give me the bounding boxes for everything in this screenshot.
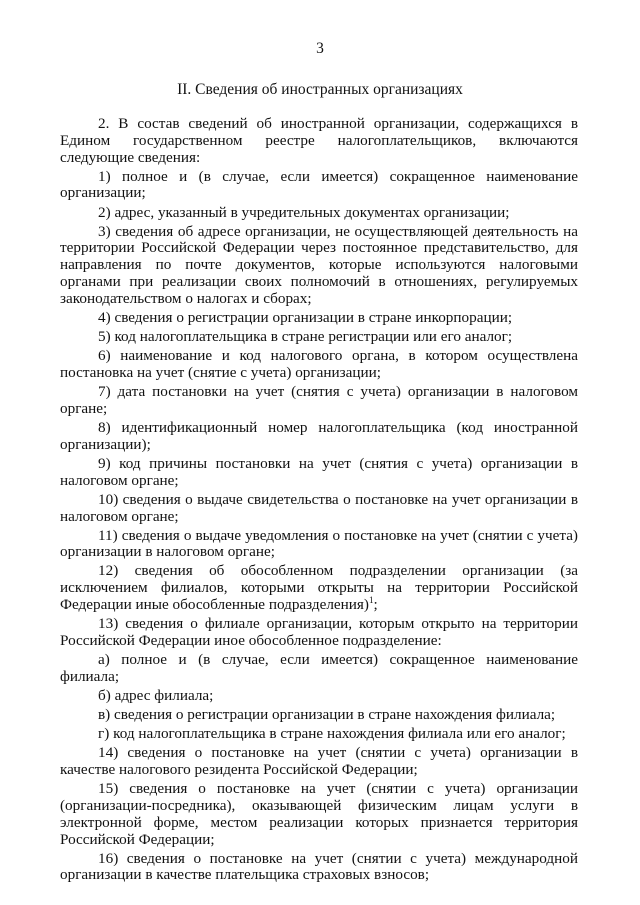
section-title: II. Сведения об иностранных организациях (177, 81, 463, 98)
footnote-reference[interactable]: 1 (368, 595, 374, 606)
list-item: 6) наименование и код налогового органа, в котором осуществлена постановка на учет (снятие с учета) организации; (60, 347, 578, 381)
sub-item: в) сведения о регистрации организации в стране нахождения филиала; (98, 706, 556, 724)
list-item: 16) сведения о постановке на учет (снятии с учета) международной организации в качестве плательщика страховых взносов; (60, 849, 578, 884)
list-item: 9) код причины постановки на учет (снятия с учета) организации в налоговом органе; (60, 454, 578, 489)
document-body (60, 116, 578, 887)
sub-item: г) код налогоплательщика в стране нахождения филиала или его аналог; (98, 725, 566, 743)
list-item: 10) сведения о выдаче свидетельства о постановке на учет организации в налоговом органе; (60, 490, 578, 525)
list-item: 3) сведения об адресе организации, не осуществляющей деятельность на территории Российской Федерации через постоянное представительство, для направления по почте документов, которые используются налоговыми органами при реализации своих полномочий в отношениях, регулируемых законодательством о налогах и сборах; (60, 222, 578, 307)
sub-item: а) полное и (в случае, если имеется) сокращенное наименование филиала; (60, 651, 578, 685)
list-item: 4) сведения о регистрации организации в стране инкорпорации; (98, 308, 513, 326)
sub-item: б) адрес филиала; (98, 686, 214, 704)
list-item: 1) полное и (в случае, если имеется) сокращенное наименование организации; (60, 167, 578, 202)
list-item-text: 12) сведения об обособленном подразделении организации (за исключением филиалов, которыми открыты на территории Российской Федерации иные обособленные подразделения) (60, 562, 578, 614)
list-item: 13) сведения о филиале организации, которым открыто на территории Российской Федерации иное обособленное подразделение: (60, 615, 578, 649)
list-item: 14) сведения о постановке на учет (снятии с учета) организации в качестве налогового резидента Российской Федерации; (60, 744, 578, 779)
list-item-with-footnote (60, 563, 578, 613)
list-item-end: ; (373, 596, 378, 614)
list-item: 15) сведения о постановке на учет (снятии с учета) организации (организации-посредника), оказывающей физическим лицам услуги в электронной форме, местом реализации которых признается территория Российской Федерации; (60, 780, 578, 848)
page-number: 3 (316, 40, 324, 57)
list-item: 11) сведения о выдаче уведомления о постановке на учет (снятии с учета) организации в налоговом органе; (60, 526, 578, 561)
list-item: 8) идентификационный номер налогоплательщика (код иностранной организации); (60, 418, 578, 453)
list-item: 2) адрес, указанный в учредительных документах организации; (98, 203, 510, 221)
list-item: 5) код налогоплательщика в стране регистрации или его аналог; (98, 328, 513, 346)
list-item: 7) дата постановки на учет (снятия с учета) организации в налоговом органе; (60, 383, 578, 417)
intro-paragraph: 2. В состав сведений об иностранной организации, содержащихся в Едином государственном реестре налогоплательщиков, включаются следующие сведения: (60, 115, 578, 166)
